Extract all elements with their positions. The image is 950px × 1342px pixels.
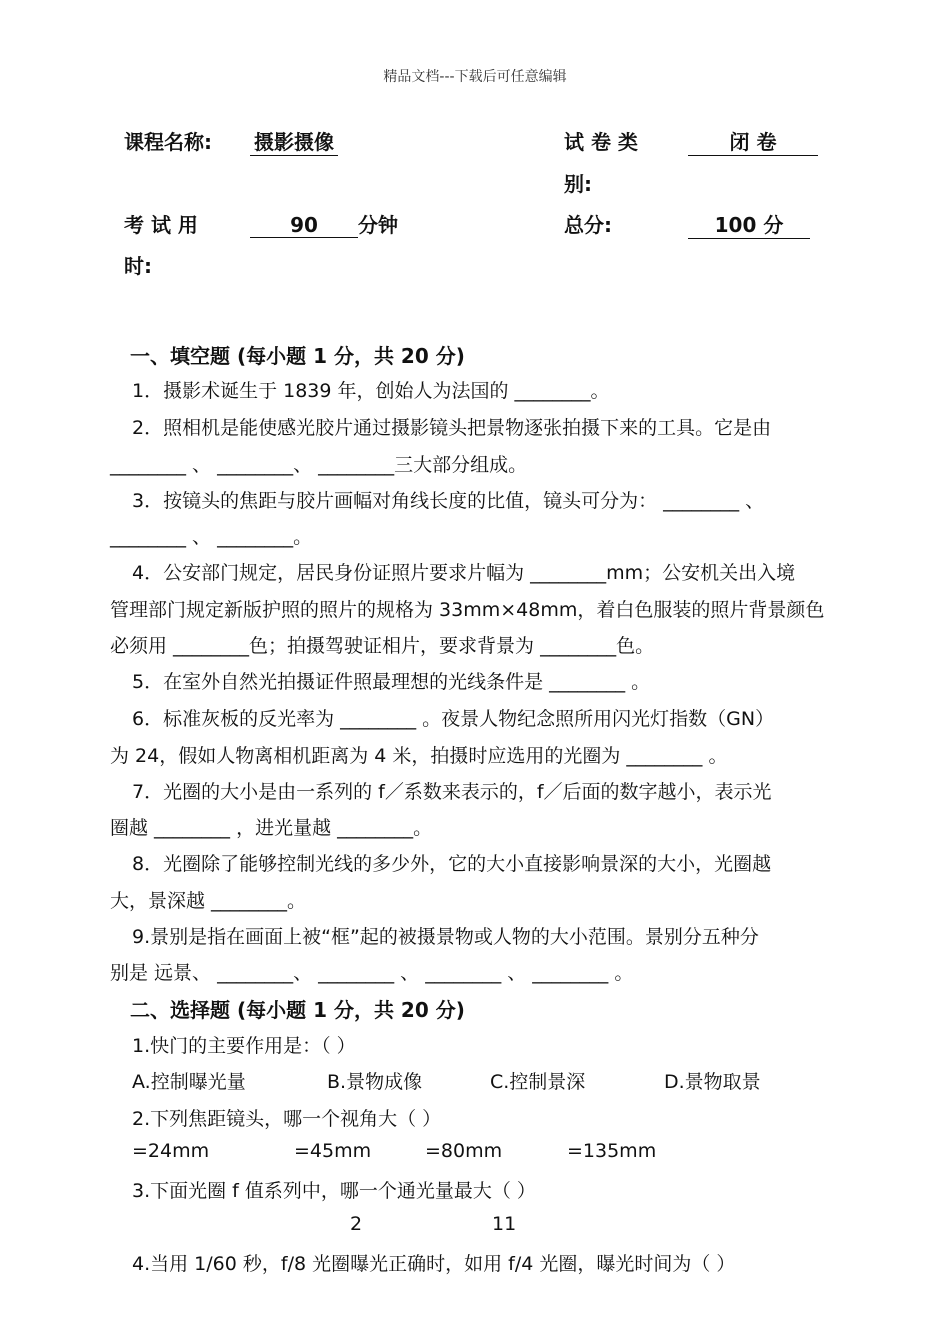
s1-line-14: 8．光圈除了能够控制光线的多少外，它的大小直接影响景深的大小，光圈越 [132,853,772,875]
s2-q2-option-b: =45mm [294,1140,372,1162]
total-value [688,209,810,239]
time-value-text: 90 [250,213,358,238]
section2-title: 二、选择题 (每小题 1 分，共 20 分) [130,998,465,1022]
s1-line-6: 4．公安部门规定，居民身份证照片要求片幅为 ________mm；公安机关出入境 [132,562,796,584]
paper-type-label-2: 别: [564,172,592,196]
total-label: 总分: [564,213,612,237]
s1-line-13: 圈越 ________ ，进光量越 ________。 [110,817,433,839]
course-value-text: 摄影摄像 [250,126,338,156]
s2-q3-option-2: 11 [492,1213,517,1235]
s2-q4: 4.当用 1/60 秒，f/8 光圈曝光正确时，如用 f/4 光圈，曝光时间为（ ） [132,1253,736,1275]
s2-q1-option-d: D.景物取景 [664,1071,761,1093]
s1-line-1: 1．摄影术诞生于 1839 年，创始人为法国的 ________。 [132,380,610,402]
s2-q2-option-d: =135mm [567,1140,657,1162]
s1-line-15: 大，景深越 ________。 [110,890,307,912]
paper-type-value-text: 闭 卷 [688,126,818,156]
time-value [250,209,398,238]
total-value-text: 100 分 [688,209,810,239]
s1-line-9: 5．在室外自然光拍摄证件照最理想的光线条件是 ________ 。 [132,671,651,693]
s1-line-5: ________ 、 ________。 [110,526,313,548]
s1-line-11: 为 24，假如人物离相机距离为 4 米，拍摄时应选用的光圈为 ________ 。 [110,745,728,767]
s1-line-3: ________ 、 ________、 ________三大部分组成。 [110,454,528,476]
s1-line-12: 7．光圈的大小是由一系列的 f／系数来表示的，f／后面的数字越小，表示光 [132,781,772,803]
s2-q2-option-a: =24mm [132,1140,210,1162]
paper-type-label: 试 卷 类 [564,130,638,154]
s2-q3: 3.下面光圈 f 值系列中，哪一个通光量最大（ ） [132,1180,536,1202]
s2-q2-option-c: =80mm [425,1140,503,1162]
course-label: 课程名称: [124,130,212,154]
time-label-2: 时: [124,254,152,278]
paper-type-value [688,126,818,156]
s1-line-7: 管理部门规定新版护照的照片的规格为 33mm×48mm，着白色服装的照片背景颜色 [110,599,825,621]
s1-line-8: 必须用 ________色；拍摄驾驶证相片，要求背景为 ________色。 [110,635,655,657]
s2-q1-option-a: A.控制曝光量 [132,1071,246,1093]
s2-q2: 2.下列焦距镜头，哪一个视角大（ ） [132,1108,442,1130]
s2-q1-option-b: B.景物成像 [327,1071,423,1093]
course-value [250,126,338,156]
time-unit: 分钟 [358,213,398,237]
s2-q1-option-c: C.控制景深 [490,1071,586,1093]
s2-q3-option-1: 2 [350,1213,363,1235]
s1-line-16: 9.景别是指在画面上被“框”起的被摄景物或人物的大小范围。景别分五种分 [132,926,759,948]
time-label: 考 试 用 [124,213,198,237]
s1-line-17: 别是 远景、 ________、 ________ 、 ________ 、 ________ 。 [110,962,634,984]
s1-line-2: 2．照相机是能使感光胶片通过摄影镜头把景物逐张拍摄下来的工具。它是由 [132,417,772,439]
section1-title: 一、填空题 (每小题 1 分，共 20 分) [130,344,465,368]
s2-q1: 1.快门的主要作用是：（ ） [132,1035,356,1057]
watermark: 精品文档---下载后可任意编辑 [383,69,567,85]
s1-line-10: 6．标准灰板的反光率为 ________ 。夜景人物纪念照所用闪光灯指数（GN） [132,708,775,730]
s1-line-4: 3．按镜头的焦距与胶片画幅对角线长度的比值，镜头可分为： ________ 、 [132,490,765,512]
